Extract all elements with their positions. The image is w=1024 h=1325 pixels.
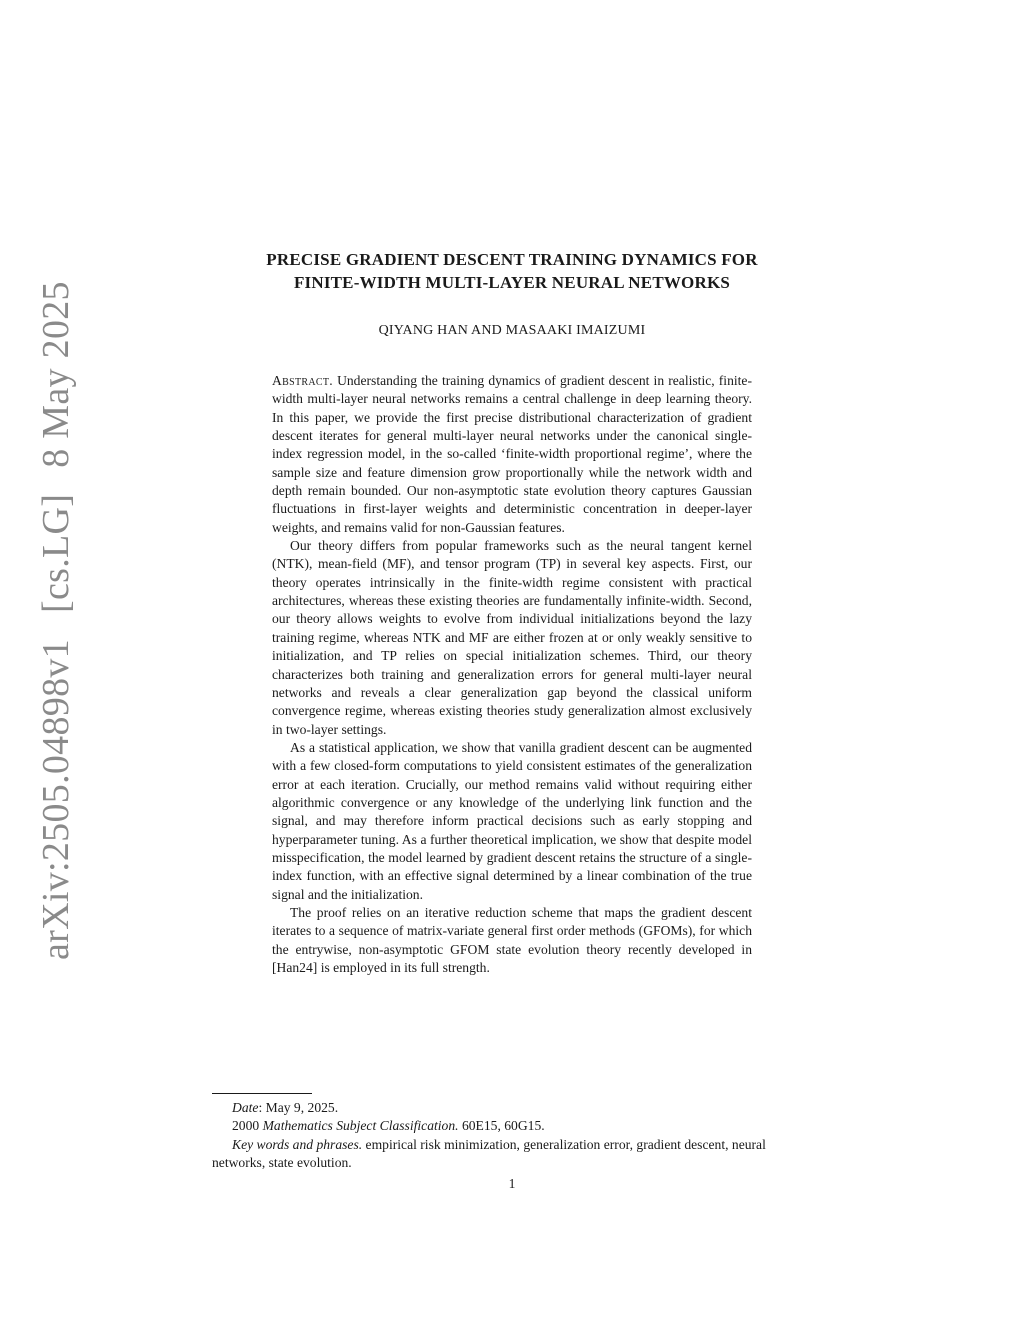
msc-value: 60E15, 60G15. bbox=[458, 1118, 545, 1134]
abstract-paragraph-4: The proof relies on an iterative reduction scheme that maps the gradient descent iterates to a sequence of matrix-variate general first order methods (GFOMs), for which the entrywise, non-asymptotic GFOM state evolution theory recently developed in [Han24] is employed in its full strength. bbox=[272, 904, 752, 975]
abstract-label: Abstract. bbox=[272, 373, 333, 388]
paper-title bbox=[212, 248, 812, 294]
msc-label: Mathematics Subject Classification. bbox=[262, 1118, 459, 1134]
footnotes bbox=[212, 1099, 812, 1173]
page-number: 1 bbox=[508, 1176, 516, 1191]
date-label: Date bbox=[232, 1100, 259, 1115]
footnote-date bbox=[212, 1099, 812, 1117]
title-line-1: PRECISE GRADIENT DESCENT TRAINING DYNAMICS FOR bbox=[266, 250, 758, 269]
date-value: : May 9, 2025. bbox=[258, 1100, 339, 1115]
footnote-msc bbox=[212, 1117, 812, 1135]
arxiv-id: arXiv:2505.04898v1 bbox=[35, 639, 77, 960]
footnote-keywords bbox=[212, 1136, 812, 1173]
arxiv-identifier-stamp bbox=[16, 0, 96, 960]
arxiv-category: [cs.LG] bbox=[35, 493, 77, 614]
abstract-paragraph-3: As a statistical application, we show that vanilla gradient descent can be augmented with a few closed-form computations to yield consistent estimates of the generalization error at each iteration. Crucially, our method remains valid without requiring either algorithmic convergence or any knowledge of the underlying link function and the signal, and may therefore inform practical decisions such as early stopping and hyperparameter tuning. As a further theoretical implication, we show that despite model misspecification, the model learned by gradient descent retains the structure of a single-index function, with an effective signal determined by a linear combination of the true signal and the initialization. bbox=[272, 739, 752, 902]
footnote-rule bbox=[212, 1093, 312, 1094]
msc-year: 2000 bbox=[232, 1118, 263, 1134]
abstract bbox=[272, 372, 752, 977]
title-line-2: FINITE-WIDTH MULTI-LAYER NEURAL NETWORKS bbox=[293, 273, 731, 292]
abstract-text-1: Understanding the training dynamics of gradient descent in realistic, finite-width multi-layer neural networks remains a central challenge in deep learning theory. In this paper, we provide the first precise distributional characterization of gradient descent iterates for general multi-layer neural networks under the canonical single-index regression model, in the so-called ‘finite-width proportional regime’, where the sample size and feature dimension grow proportionally while the network width and depth remain bounded. Our non-asymptotic state evolution theory captures Gaussian fluctuations in first-layer weights and deterministic concentration in deeper-layer weights, and remains valid for non-Gaussian features. bbox=[272, 373, 752, 535]
keywords-label: Key words and phrases. bbox=[232, 1136, 363, 1152]
abstract-paragraph-1 bbox=[272, 372, 752, 537]
keywords-value: empirical risk minimization, generalization error, gradient descent, neural networks, state evolution. bbox=[212, 1136, 766, 1171]
paper-authors: QIYANG HAN AND MASAAKI IMAIZUMI bbox=[378, 323, 646, 338]
abstract-paragraph-2: Our theory differs from popular frameworks such as the neural tangent kernel (NTK), mean-field (MF), and tensor program (TP) in several key aspects. First, our theory operates intrinsically in the finite-width regime consistent with practical architectures, whereas these existing theories are fundamentally infinite-width. Second, our theory allows weights to evolve from individual initializations beyond the lazy training regime, whereas NTK and MF are either frozen at or only weakly sensitive to initialization, and TP relies on special initialization schemes. Third, our theory characterizes both training and generalization errors for general multi-layer neural networks and reveals a clear generalization gap beyond the classical uniform convergence regime, whereas existing theories study generalization almost exclusively in two-layer settings. bbox=[272, 538, 752, 737]
arxiv-date: 8 May 2025 bbox=[35, 281, 77, 468]
